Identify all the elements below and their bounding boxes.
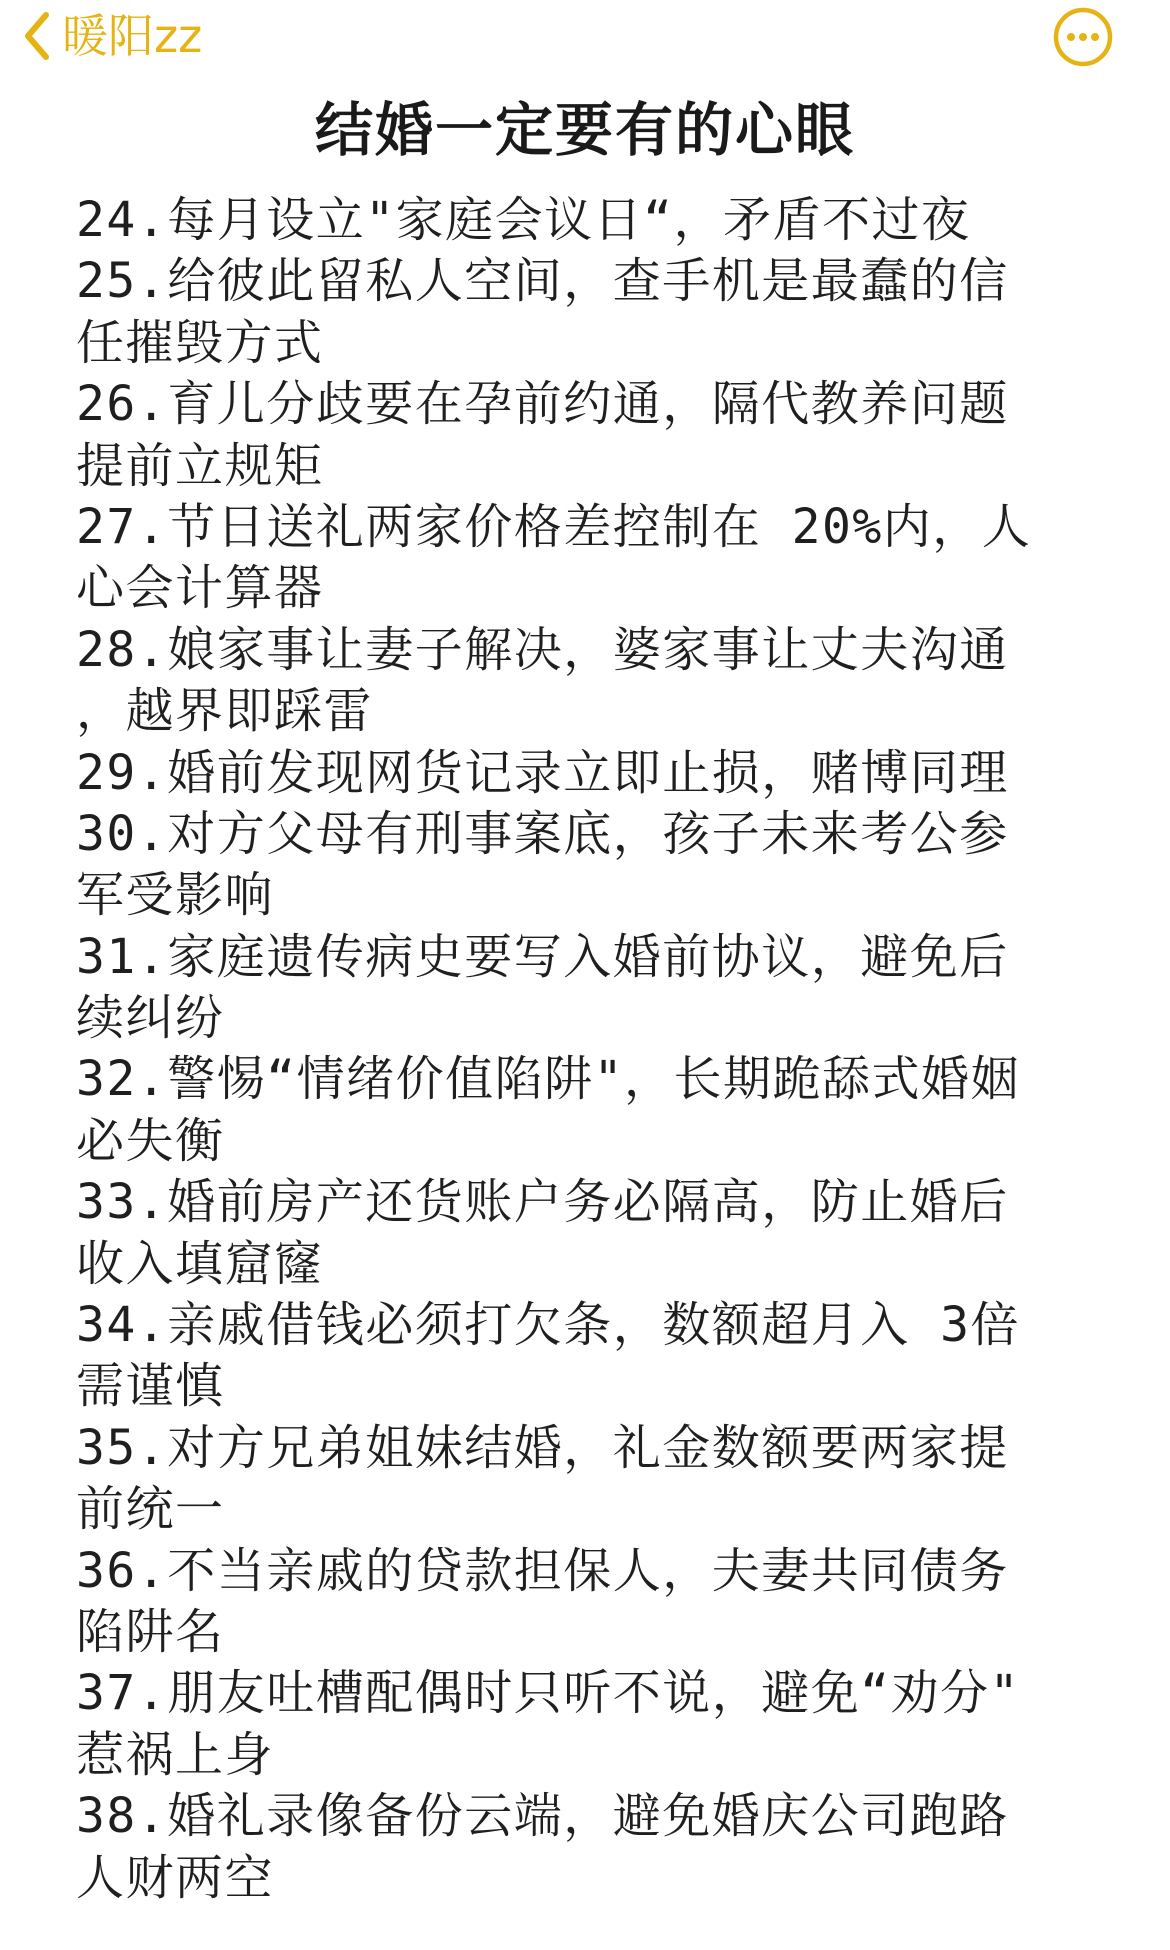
note-line: 28.娘家事让妻子解决，婆家事让丈夫沟通 [76,621,1009,678]
note-line: 心会计算器 [76,560,324,617]
note-line: 任摧毁方式 [76,314,324,371]
note-line: 提前立规矩 [76,437,324,494]
note-line: 35.对方兄弟姐妹结婚，礼金数额要两家提 [76,1419,1009,1476]
note-line: 29.婚前发现网货记录立即止损，赌博同理 [76,744,1009,801]
top-navigation-bar [0,0,1170,80]
note-line: 38.婚礼录像备份云端，避免婚庆公司跑路 [76,1788,1009,1845]
note-line: 25.给彼此留私人空间，查手机是最蠢的信 [76,253,1009,310]
note-line: 人财两空 [76,1849,275,1906]
back-button[interactable] [22,8,202,64]
more-horizontal-icon [1052,6,1114,68]
note-line: 陷阱名 [76,1603,225,1660]
note-title: 结婚一定要有的心眼 [314,96,855,164]
note-line: 续纠纷 [76,990,225,1047]
note-line: ，越界即踩雷 [76,683,374,740]
note-line: 33.婚前房产还货账户务必隔高，防止婚后 [76,1174,1009,1231]
note-line: 需谨慎 [76,1358,225,1415]
note-line: 27.节日送礼两家价格差控制在 20%内，人 [76,498,1032,555]
note-line: 必失衡 [76,1112,225,1169]
note-line: 31.家庭遗传病史要写入婚前协议，避免后 [76,928,1009,985]
note-line: 前统一 [76,1481,225,1538]
note-line: 收入填窟窿 [76,1235,324,1292]
note-line: 32.警惕“情绪价值陷阱"，长期跪舔式婚姻 [76,1051,1020,1108]
back-button-label: 暖阳zz [62,9,203,63]
note-line: 惹祸上身 [76,1726,275,1783]
note-line: 34.亲戚借钱必须打欠条，数额超月入 3倍 [76,1297,1020,1354]
note-line: 36.不当亲戚的贷款担保人，夫妻共同债务 [76,1542,1009,1599]
note-line: 30.对方父母有刑事案底，孩子未来考公参 [76,805,1009,862]
note-line: 26.育儿分歧要在孕前约通，隔代教养问题 [76,376,1009,433]
note-line: 军受影响 [76,867,275,924]
note-line: 24.每月设立"家庭会议日“，矛盾不过夜 [76,192,971,248]
note-body [76,190,1096,1909]
chevron-left-icon [22,11,52,61]
more-options-button[interactable] [1052,6,1114,68]
note-line: 37.朋友吐槽配偶时只听不说，避免“劝分" [76,1665,1020,1722]
